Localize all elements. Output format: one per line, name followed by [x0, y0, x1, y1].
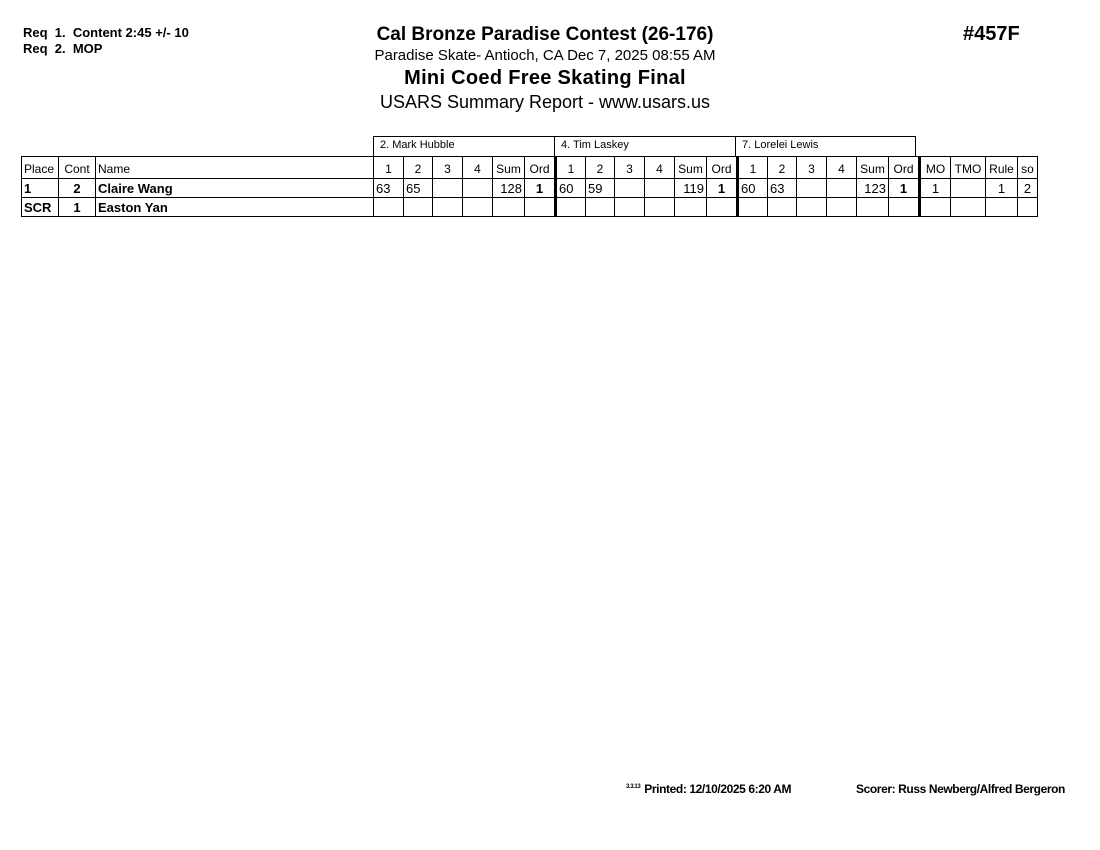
j2-ord: 1: [707, 179, 738, 198]
j1-ord: 1: [525, 179, 556, 198]
contest-title: Cal Bronze Paradise Contest (26-176): [376, 24, 714, 45]
col-name: Name: [96, 157, 374, 179]
col-j1-mark4: 4: [463, 157, 493, 179]
tmo-cell: [951, 198, 986, 217]
col-j2-sum: Sum: [675, 157, 707, 179]
col-j1-mark2: 2: [404, 157, 433, 179]
judge-header-2: 4. Tim Laskey: [554, 136, 736, 156]
col-so: so: [1018, 157, 1038, 179]
j1-mark3: [433, 179, 463, 198]
col-j2-mark4: 4: [645, 157, 675, 179]
table-row: [22, 179, 1038, 198]
col-j1-mark1: 1: [374, 157, 404, 179]
table-row: [22, 198, 1038, 217]
j2-sum: 119: [675, 179, 707, 198]
rule-cell: [986, 198, 1018, 217]
so-cell: [1018, 198, 1038, 217]
tmo-cell: [951, 179, 986, 198]
col-j3-ord: Ord: [889, 157, 920, 179]
judge-header-3: 7. Lorelei Lewis: [735, 136, 916, 156]
j1-mark3: [433, 198, 463, 217]
mo-cell: 1: [920, 179, 951, 198]
j3-ord: [889, 198, 920, 217]
j1-mark4: [463, 179, 493, 198]
j3-mark2: [768, 198, 797, 217]
j3-mark1: [738, 198, 768, 217]
col-j1-ord: Ord: [525, 157, 556, 179]
j2-sum: [675, 198, 707, 217]
j3-mark4: [827, 179, 857, 198]
j2-mark1: [556, 198, 586, 217]
j3-mark3: [797, 198, 827, 217]
requirements: [23, 25, 189, 57]
j1-sum: [493, 198, 525, 217]
col-j2-mark2: 2: [586, 157, 615, 179]
j2-mark4: [645, 179, 675, 198]
j3-mark2: 63: [768, 179, 797, 198]
col-mo: MO: [920, 157, 951, 179]
contest-location: Paradise Skate- Antioch, CA Dec 7, 2025 08:55 AM: [374, 47, 716, 64]
j1-mark2: [404, 198, 433, 217]
requirement-1: Req 1. Content 2:45 +/- 10: [23, 25, 189, 40]
j1-sum: 128: [493, 179, 525, 198]
printed-footer: [626, 782, 791, 796]
report-title: USARS Summary Report - www.usars.us: [379, 92, 711, 112]
j2-mark4: [645, 198, 675, 217]
col-j1-sum: Sum: [493, 157, 525, 179]
scorer-footer: Scorer: Russ Newberg/Alfred Bergeron: [856, 782, 1065, 796]
col-j3-mark1: 1: [738, 157, 768, 179]
event-code: #457F: [963, 23, 1020, 45]
col-j3-mark4: 4: [827, 157, 857, 179]
col-j1-mark3: 3: [433, 157, 463, 179]
j1-mark1: 63: [374, 179, 404, 198]
judge-header-1: 2. Mark Hubble: [373, 136, 555, 156]
scores-table: [21, 156, 1038, 217]
j3-mark3: [797, 179, 827, 198]
j3-mark1: 60: [738, 179, 768, 198]
col-j3-sum: Sum: [857, 157, 889, 179]
place-cell: 1: [22, 179, 59, 198]
mo-cell: [920, 198, 951, 217]
j1-mark1: [374, 198, 404, 217]
report-header: [300, 23, 790, 113]
j3-sum: [857, 198, 889, 217]
j2-mark2: [586, 198, 615, 217]
j2-ord: [707, 198, 738, 217]
j2-mark1: 60: [556, 179, 586, 198]
col-j3-mark3: 3: [797, 157, 827, 179]
col-j2-ord: Ord: [707, 157, 738, 179]
col-rule: Rule: [986, 157, 1018, 179]
j2-mark3: [615, 179, 645, 198]
j1-mark2: 65: [404, 179, 433, 198]
col-j3-mark2: 2: [768, 157, 797, 179]
j3-ord: 1: [889, 179, 920, 198]
j1-ord: [525, 198, 556, 217]
col-j2-mark1: 1: [556, 157, 586, 179]
skater-name: Easton Yan: [96, 198, 374, 217]
so-cell: 2: [1018, 179, 1038, 198]
col-j2-mark3: 3: [615, 157, 645, 179]
j2-mark2: 59: [586, 179, 615, 198]
skater-name: Claire Wang: [96, 179, 374, 198]
j1-mark4: [463, 198, 493, 217]
col-place: Place: [22, 157, 59, 179]
cont-cell: 2: [59, 179, 96, 198]
place-cell: SCR: [22, 198, 59, 217]
rule-cell: 1: [986, 179, 1018, 198]
cont-cell: 1: [59, 198, 96, 217]
j2-mark3: [615, 198, 645, 217]
col-tmo: TMO: [951, 157, 986, 179]
col-cont: Cont: [59, 157, 96, 179]
printed-timestamp: Printed: 12/10/2025 6:20 AM: [644, 782, 792, 796]
j3-mark4: [827, 198, 857, 217]
version-number: 3.3.13: [626, 784, 641, 790]
j3-sum: 123: [857, 179, 889, 198]
event-title: Mini Coed Free Skating Final: [404, 67, 686, 89]
requirement-2: Req 2. MOP: [23, 41, 103, 56]
column-header-row: [22, 157, 1038, 179]
